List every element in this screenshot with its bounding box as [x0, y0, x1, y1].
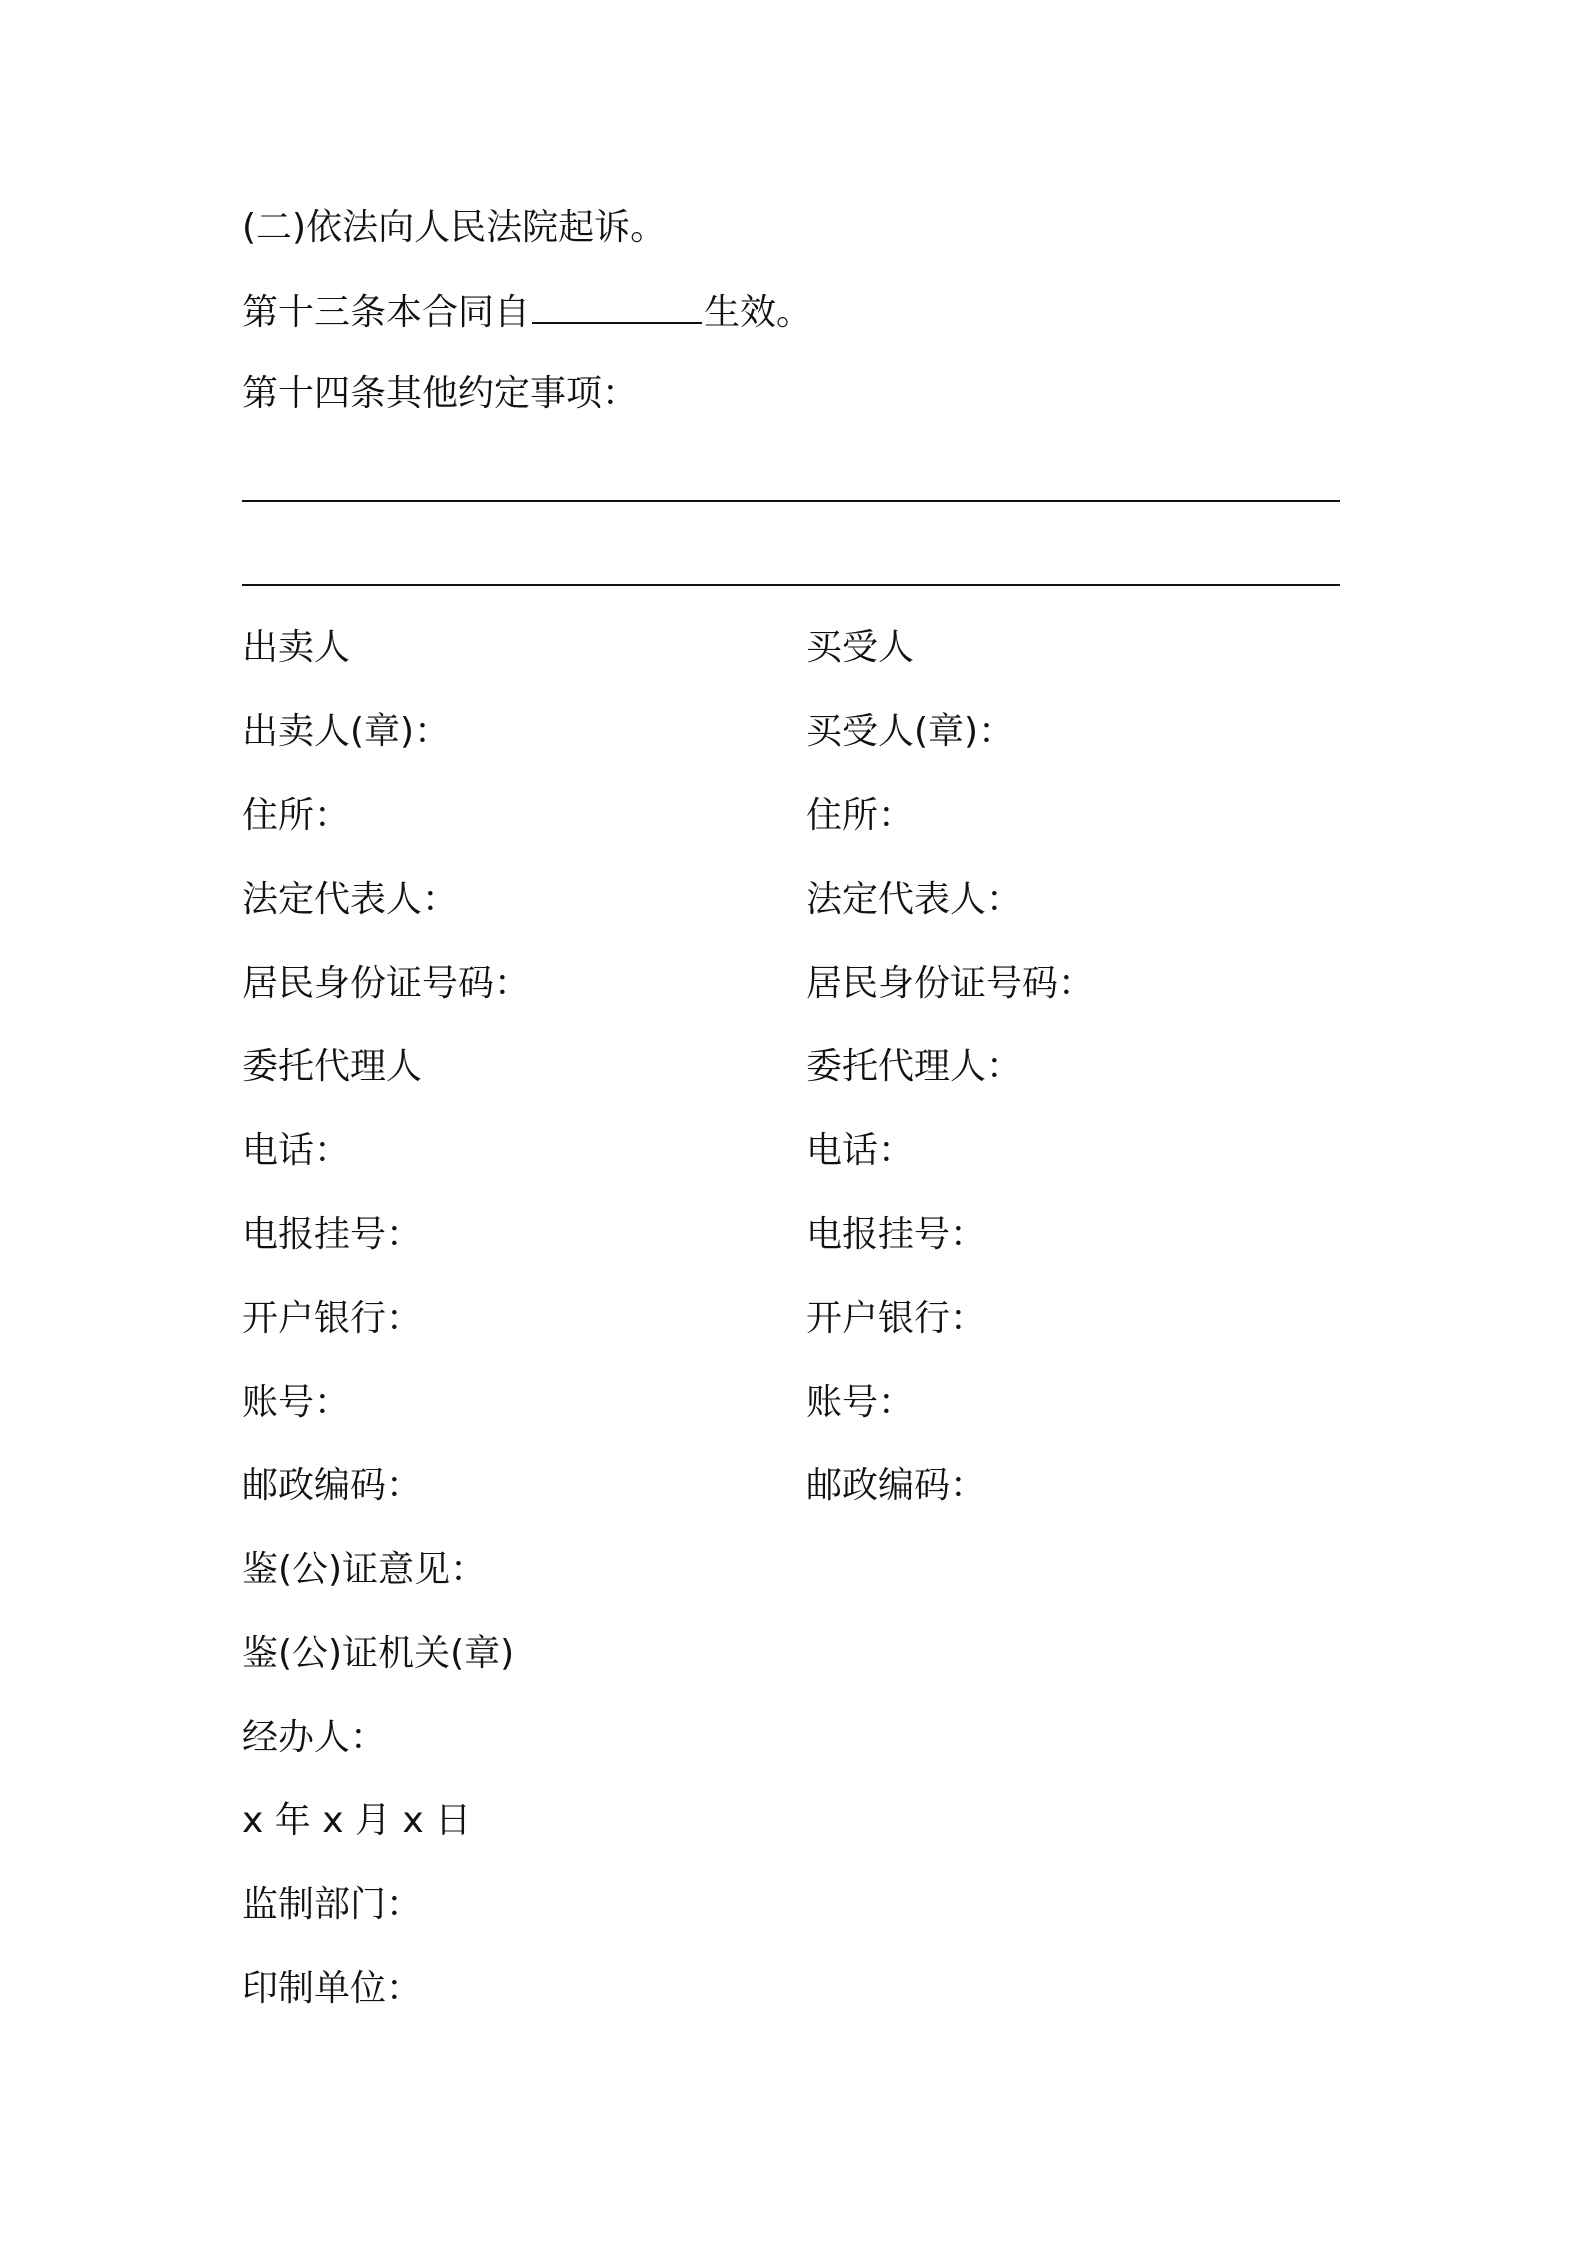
buyer-field-id-number: 居民身份证号码：	[806, 963, 1095, 1004]
seller-field-agent: 委托代理人	[242, 1046, 423, 1087]
seller-field-telegraph: 电报挂号：	[242, 1214, 423, 1255]
seller-field-id-number: 居民身份证号码：	[242, 963, 531, 1004]
clause-13-effective	[242, 288, 812, 337]
other-terms-blank-line-2[interactable]	[242, 584, 1340, 586]
clause-14-other-terms: 第十四条其他约定事项：	[242, 373, 639, 414]
seller-field-legal-rep: 法定代表人：	[242, 879, 459, 920]
supervising-department: 监制部门：	[242, 1884, 423, 1925]
notary-office-seal: 鉴(公)证机关(章)	[242, 1633, 515, 1674]
effective-date-blank[interactable]	[532, 288, 702, 324]
seller-field-phone: 电话：	[242, 1130, 351, 1171]
buyer-field-telegraph: 电报挂号：	[806, 1214, 987, 1255]
clause-13-suffix: 生效。	[704, 292, 813, 333]
clause-lawsuit: (二)依法向人民法院起诉。	[242, 207, 667, 248]
buyer-field-legal-rep: 法定代表人：	[806, 879, 1023, 920]
buyer-field-address: 住所：	[806, 795, 915, 836]
buyer-field-agent: 委托代理人：	[806, 1046, 1023, 1087]
clause-13-prefix: 第十三条本合同自	[242, 292, 531, 333]
other-terms-blank-line-1[interactable]	[242, 500, 1340, 502]
notary-date: x 年 x 月 x 日	[242, 1800, 472, 1841]
notary-handler: 经办人：	[242, 1717, 387, 1758]
seller-field-seal: 出卖人(章)：	[242, 711, 451, 752]
buyer-field-bank: 开户银行：	[806, 1298, 987, 1339]
buyer-field-phone: 电话：	[806, 1130, 915, 1171]
notary-opinion: 鉴(公)证意见：	[242, 1549, 487, 1590]
seller-field-bank: 开户银行：	[242, 1298, 423, 1339]
seller-header: 出卖人	[242, 627, 351, 668]
seller-field-account: 账号：	[242, 1382, 351, 1423]
buyer-field-account: 账号：	[806, 1382, 915, 1423]
seller-field-postcode: 邮政编码：	[242, 1465, 423, 1506]
buyer-field-seal: 买受人(章)：	[806, 711, 1015, 752]
printing-unit: 印制单位：	[242, 1968, 423, 2009]
seller-field-address: 住所：	[242, 795, 351, 836]
buyer-header: 买受人	[806, 627, 915, 668]
buyer-field-postcode: 邮政编码：	[806, 1465, 987, 1506]
